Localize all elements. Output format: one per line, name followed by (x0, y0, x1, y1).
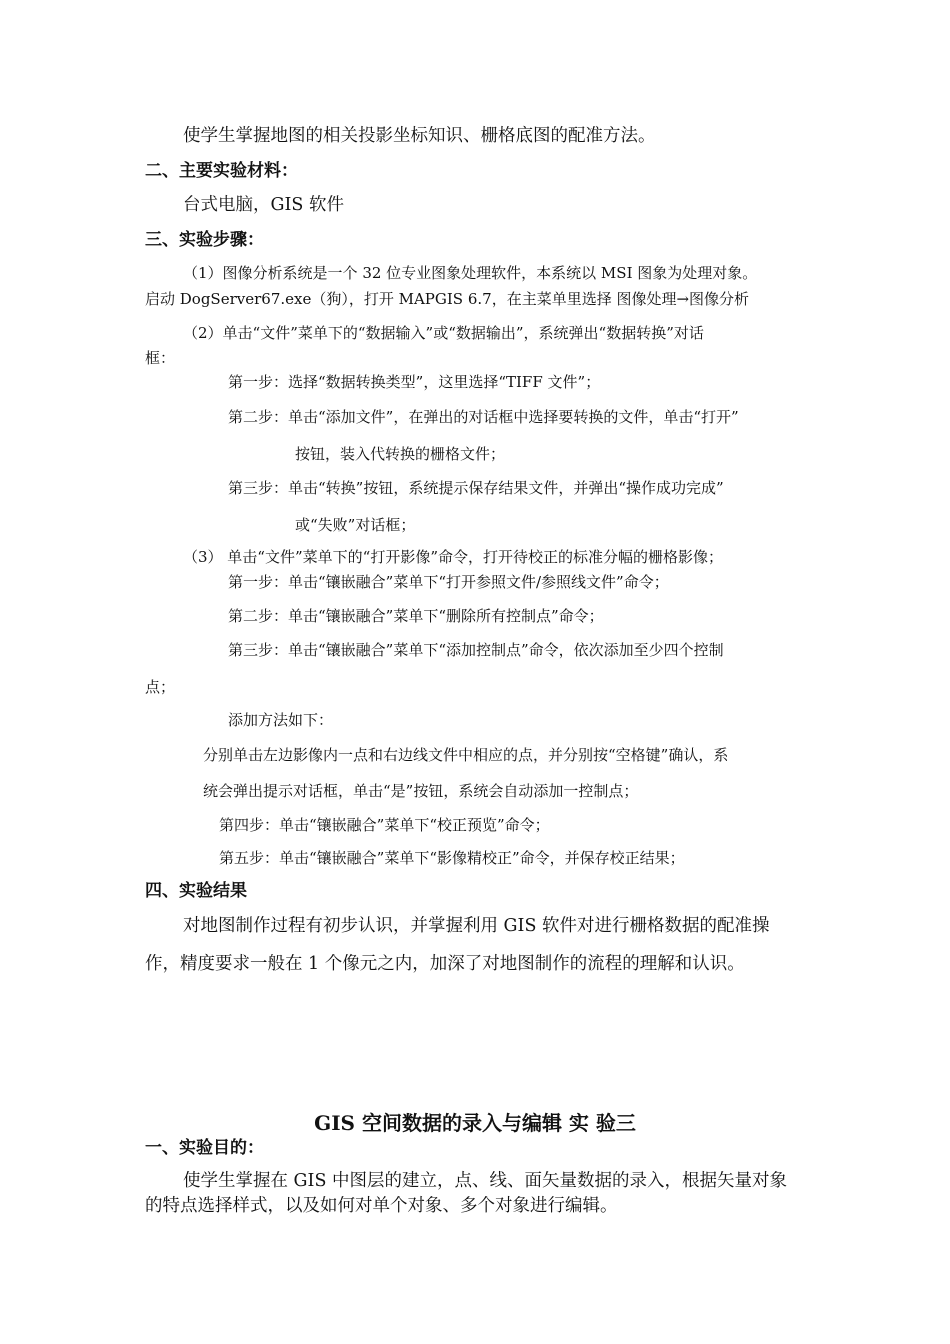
step2-line2: 框： (145, 349, 176, 367)
steps-heading: 三、实验步骤： (145, 230, 264, 250)
step3-substep5: 第五步：单击“镶嵌融合”菜单下“影像精校正”命令，并保存校正结果； (219, 849, 685, 867)
step1-line1: （1）图像分析系统是一个 32 位专业图象处理软件，本系统以 MSI 图象为处理对象。 (183, 264, 758, 282)
step3-substep3-line2: 点； (145, 678, 176, 696)
step2-substep2-line2: 按钮，装入代转换的栅格文件； (295, 445, 506, 463)
step2-substep2-line1: 第二步：单击“添加文件”，在弹出的对话框中选择要转换的文件，单击“打开” (228, 408, 739, 426)
purpose-tail-text: 使学生掌握地图的相关投影坐标知识、栅格底图的配准方法。 (183, 126, 656, 146)
add-method-line1: 分别单击左边影像内一点和右边线文件中相应的点，并分别按“空格键”确认，系 (203, 746, 729, 764)
step2-line1: （2）单击“文件”菜单下的“数据输入”或“数据输出”，系统弹出“数据转换”对话 (183, 324, 704, 342)
step3-substep3-line1: 第三步：单击“镶嵌融合”菜单下“添加控制点”命令，依次添加至少四个控制 (228, 641, 724, 659)
step2-substep3-line1: 第三步：单击“转换”按钮，系统提示保存结果文件，并弹出“操作成功完成” (228, 479, 724, 497)
results-heading: 四、实验结果 (145, 881, 247, 901)
step3-substep1: 第一步：单击“镶嵌融合”菜单下“打开参照文件/参照线文件”命令； (228, 573, 669, 591)
results-line1: 对地图制作过程有初步认识，并掌握利用 GIS 软件对进行栅格数据的配准操 (183, 916, 770, 936)
step3-line1: （3） 单击“文件”菜单下的“打开影像”命令，打开待校正的标准分幅的栅格影像； (183, 548, 723, 566)
step3-substep4: 第四步：单击“镶嵌融合”菜单下“校正预览”命令； (219, 816, 550, 834)
step1-line2: 启动 DogServer67.exe（狗），打开 MAPGIS 6.7，在主菜单里选择 图像处理→图像分析 (145, 290, 750, 308)
step2-substep1: 第一步：选择“数据转换类型”，这里选择“TIFF 文件”； (228, 373, 601, 391)
add-method-line2: 统会弹出提示对话框，单击“是”按钮，系统会自动添加一控制点； (203, 782, 639, 800)
add-method-label: 添加方法如下： (228, 711, 334, 729)
step3-substep2: 第二步：单击“镶嵌融合”菜单下“删除所有控制点”命令； (228, 607, 604, 625)
materials-heading: 二、主要实验材料： (145, 161, 298, 181)
experiment3-purpose-heading: 一、实验目的： (145, 1138, 264, 1158)
materials-text: 台式电脑，GIS 软件 (183, 195, 344, 215)
results-line2: 作，精度要求一般在 1 个像元之内，加深了对地图制作的流程的理解和认识。 (145, 954, 745, 974)
experiment3-purpose-line1: 使学生掌握在 GIS 中图层的建立，点、线、面矢量数据的录入，根据矢量对象 (183, 1171, 788, 1191)
experiment3-title: GIS 空间数据的录入与编辑 实 验三 (314, 1111, 636, 1135)
step2-substep3-line2: 或“失败”对话框； (295, 516, 416, 534)
experiment3-purpose-line2: 的特点选择样式，以及如何对单个对象、多个对象进行编辑。 (145, 1196, 618, 1216)
